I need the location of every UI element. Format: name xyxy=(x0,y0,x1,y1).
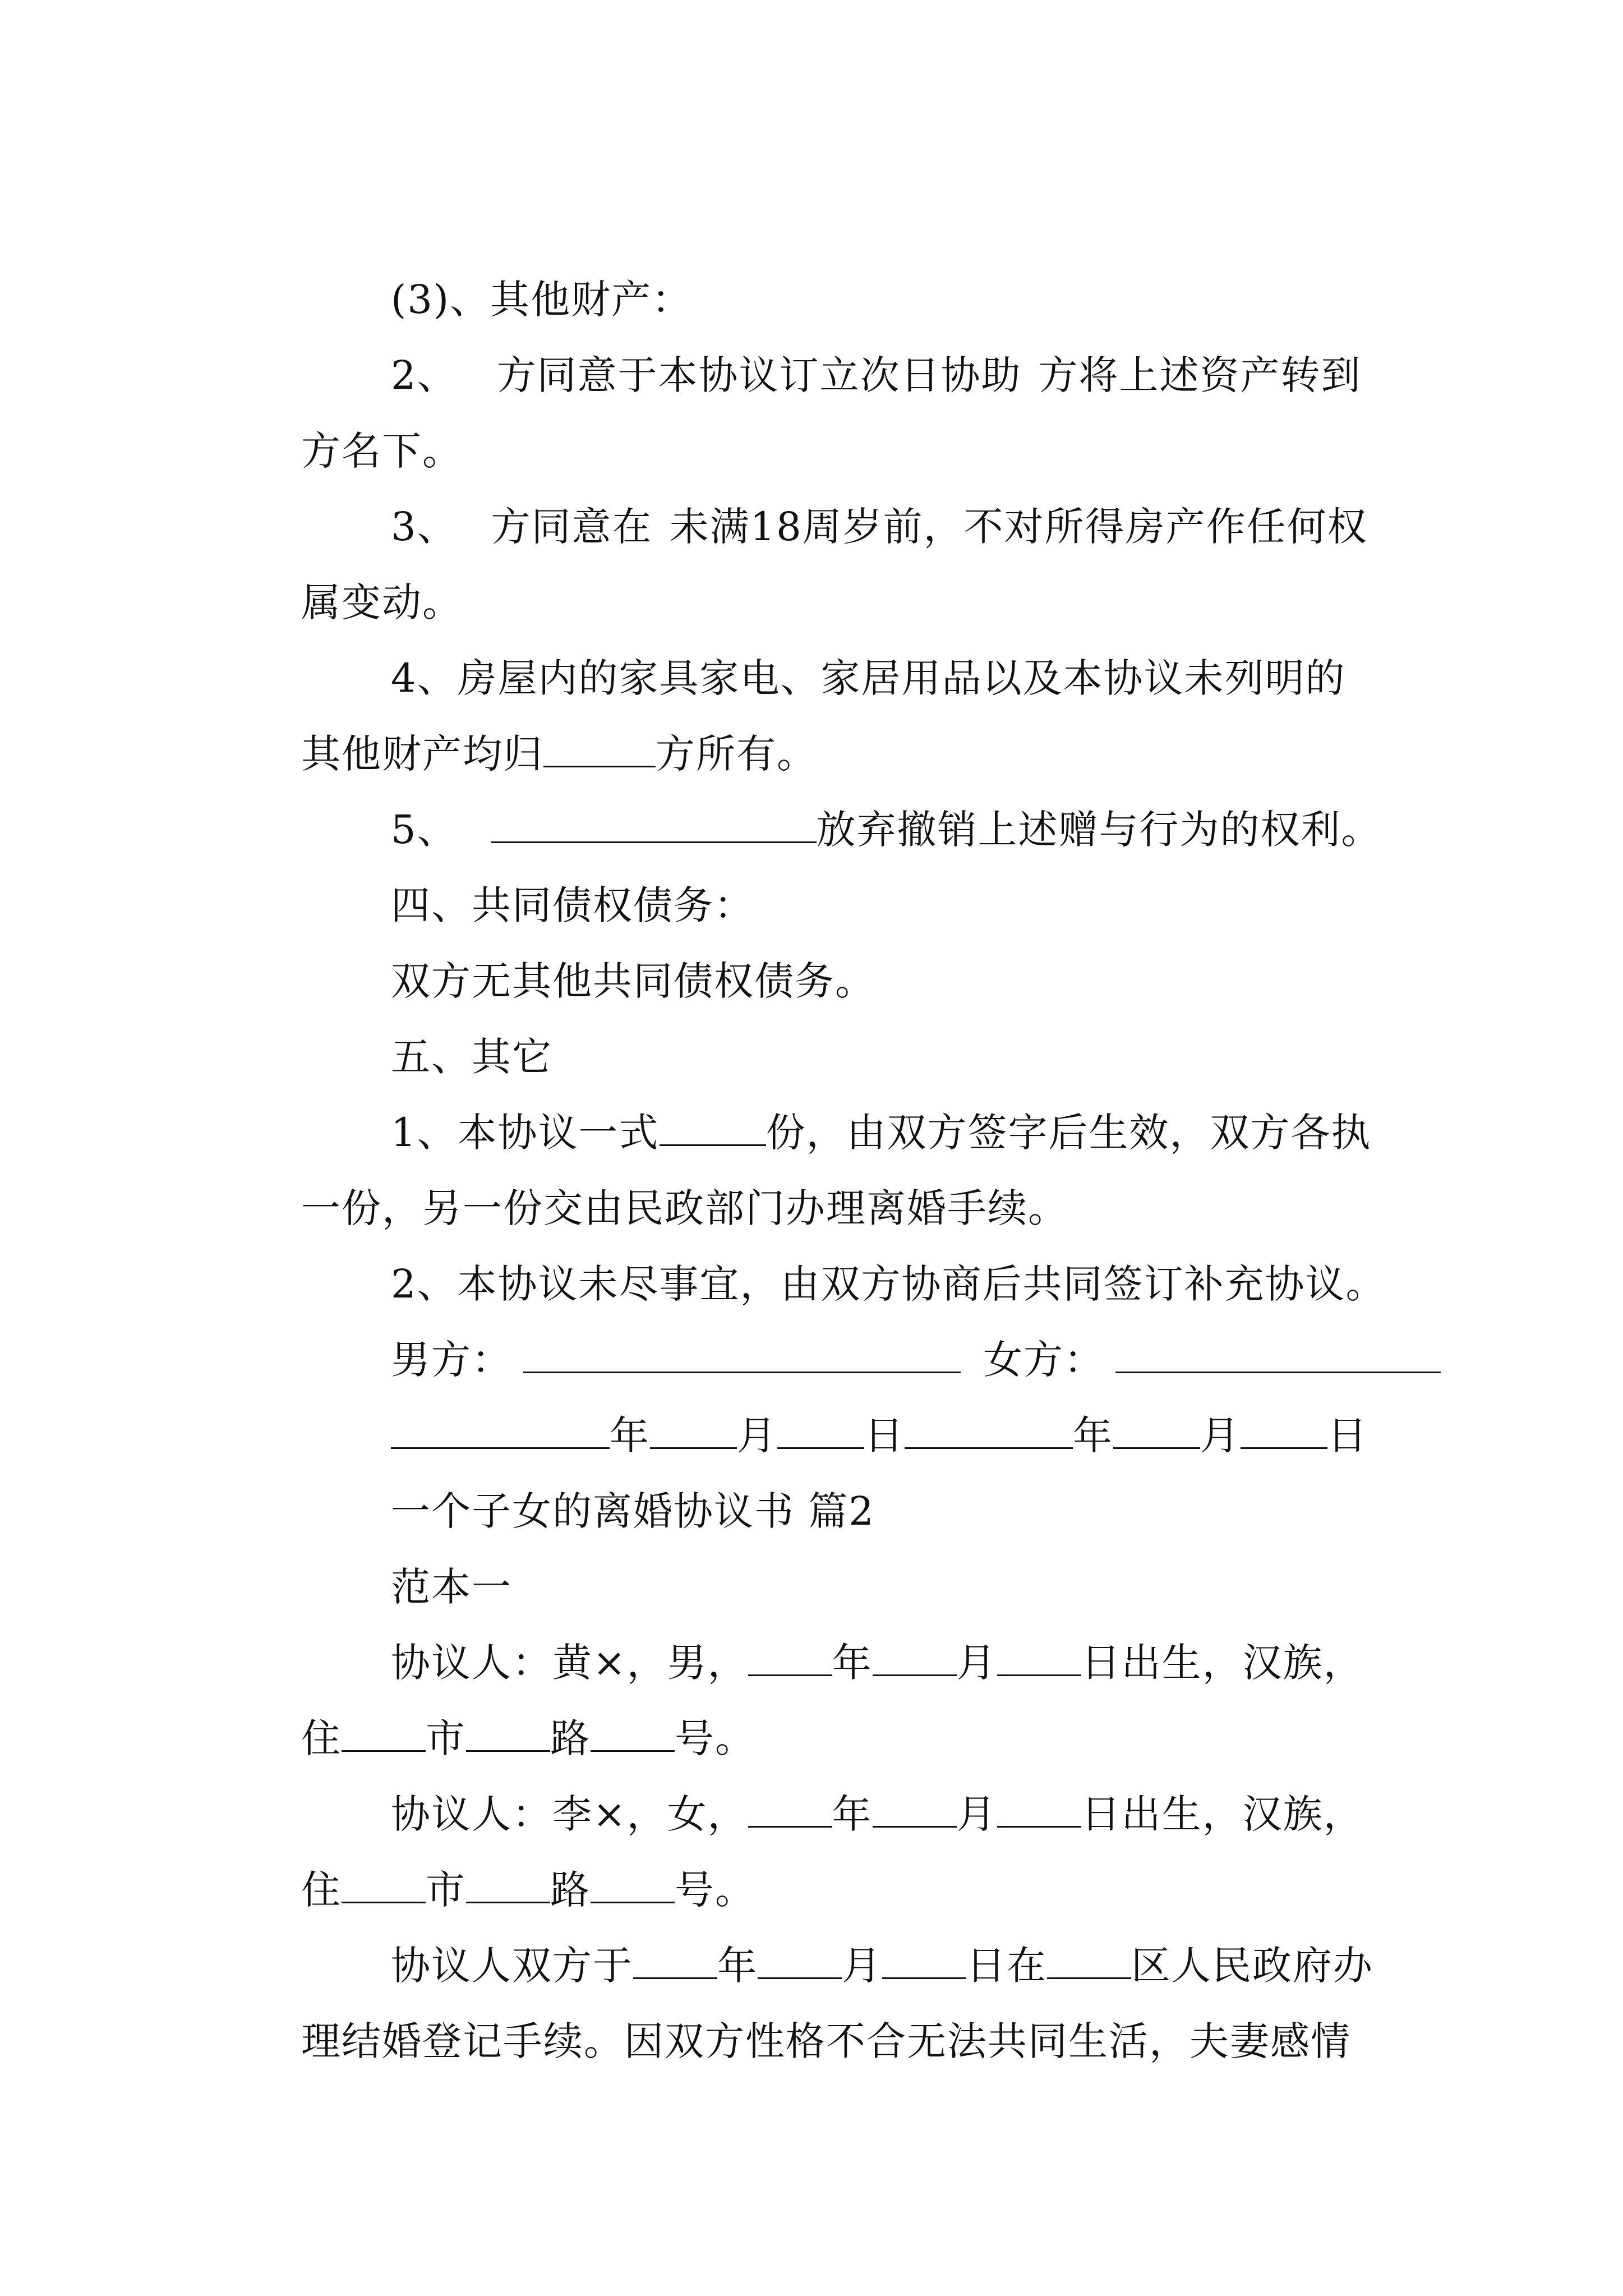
text-segment: 年 xyxy=(610,1412,651,1458)
signature-line xyxy=(336,1279,1441,1383)
text-line-other-2 xyxy=(336,1203,1386,1307)
text-segment: 月 xyxy=(842,1943,883,1989)
text-segment: 2、本协议未尽事宜，由双方协商后共同签订补充协议。 xyxy=(391,1261,1386,1307)
text-segment: 月 xyxy=(737,1412,778,1458)
text-segment: 四、共同债权债务： xyxy=(391,882,755,928)
text-segment: 日出生，汉族， xyxy=(1081,1640,1364,1686)
text-line-clause-4 xyxy=(336,597,1346,701)
text-segment: 属变动。 xyxy=(301,579,463,625)
text-segment: 协议人双方于 xyxy=(391,1943,634,1989)
text-segment: 月 xyxy=(956,1791,997,1837)
text-segment: 市 xyxy=(426,1715,467,1761)
text-line-no-debts xyxy=(336,900,876,1004)
party-1-line xyxy=(336,1582,1364,1686)
text-line-clause-2 xyxy=(336,295,1362,398)
text-segment: 一份，另一份交由民政部门办理离婚手续。 xyxy=(301,1185,1069,1231)
party-2-address xyxy=(247,1809,756,1913)
fill-in-blank[interactable] xyxy=(748,1791,832,1828)
fill-in-blank[interactable] xyxy=(873,1640,957,1676)
fill-in-blank[interactable] xyxy=(748,1640,832,1676)
text-line-other-1 xyxy=(336,1052,1372,1156)
text-line-clause-5 xyxy=(336,749,1382,853)
template-label xyxy=(336,1506,513,1610)
text-segment: 5、 xyxy=(391,807,458,853)
text-line-clause-3-cont xyxy=(247,522,463,625)
text-segment: 协议人：李×，女， xyxy=(391,1791,748,1837)
text-line-clause-4-cont xyxy=(247,673,818,777)
text-segment: 日出生，汉族， xyxy=(1081,1791,1364,1837)
text-segment: 年 xyxy=(832,1640,873,1686)
text-segment: 号。 xyxy=(675,1715,756,1761)
party-2-line xyxy=(336,1733,1364,1837)
text-segment: 日在 xyxy=(966,1943,1048,1989)
date-line xyxy=(336,1355,1368,1458)
female-party-label: 女方： xyxy=(983,1337,1105,1383)
fill-in-blank[interactable] xyxy=(997,1640,1081,1676)
text-line-clause-2-cont xyxy=(247,370,463,474)
section-heading-other xyxy=(336,976,553,1080)
text-segment: 份，由双方签字后生效，双方各执 xyxy=(766,1110,1372,1156)
text-segment: 范本一 xyxy=(391,1564,513,1610)
text-segment: 号。 xyxy=(675,1867,756,1913)
text-segment: 双方无其他共同债权债务。 xyxy=(391,958,876,1004)
text-segment: 住 xyxy=(301,1715,342,1761)
text-segment: 年 xyxy=(1073,1412,1114,1458)
text-segment: 月 xyxy=(956,1640,997,1686)
text-segment: 方所有。 xyxy=(656,731,818,777)
section-heading-debts xyxy=(336,825,755,928)
text-segment: 放弃撤销上述赠与行为的权利。 xyxy=(816,807,1382,853)
text-segment: 2、 xyxy=(391,352,458,398)
marriage-registration-line xyxy=(336,1885,1374,1989)
text-segment: 年 xyxy=(832,1791,873,1837)
text-segment: 方将上述资产转到 xyxy=(1038,352,1362,398)
text-segment: 年 xyxy=(717,1943,758,1989)
text-segment: 路 xyxy=(550,1867,591,1913)
text-segment: 日 xyxy=(1327,1412,1368,1458)
text-segment: 一个子女的离婚协议书 篇2 xyxy=(391,1488,875,1534)
text-segment: 1、本协议一式 xyxy=(391,1110,660,1156)
text-line-other-property xyxy=(336,219,693,323)
text-segment: 市 xyxy=(426,1867,467,1913)
text-segment: 3、 xyxy=(391,504,458,550)
text-segment: 4、房屋内的家具家电、家居用品以及本协议未列明的 xyxy=(391,655,1346,701)
text-segment: 方同意在 xyxy=(491,504,653,550)
text-segment: 协议人：黄×，男， xyxy=(391,1640,748,1686)
text-segment: (3)、其他财产： xyxy=(391,277,693,323)
male-party-label: 男方： xyxy=(391,1337,513,1383)
fill-in-blank[interactable] xyxy=(997,1791,1081,1828)
fill-in-blank[interactable] xyxy=(905,1412,1073,1449)
text-segment: 理结婚登记手续。因双方性格不合无法共同生活，夫妻感情 xyxy=(301,2018,1352,2064)
text-segment: 月 xyxy=(1200,1412,1241,1458)
text-segment: 五、其它 xyxy=(391,1034,553,1080)
fill-in-blank[interactable] xyxy=(1241,1412,1327,1449)
text-segment: 住 xyxy=(301,1867,342,1913)
text-line-other-1-cont xyxy=(247,1128,1069,1231)
text-segment: 路 xyxy=(550,1715,591,1761)
fill-in-blank[interactable] xyxy=(873,1791,957,1828)
text-line-clause-3 xyxy=(336,446,1368,550)
text-segment: 日 xyxy=(864,1412,905,1458)
document-heading xyxy=(336,1430,875,1534)
text-segment: 区人民政府办 xyxy=(1131,1943,1374,1989)
text-segment: 方同意于本协议订立次日协助 xyxy=(496,352,1022,398)
party-1-address xyxy=(247,1658,756,1761)
text-segment: 未满18周岁前，不对所得房产作任何权 xyxy=(669,504,1368,550)
text-segment: 其他财产均归 xyxy=(301,731,544,777)
fill-in-blank[interactable] xyxy=(1113,1412,1200,1449)
marriage-registration-cont xyxy=(247,1961,1352,2064)
text-segment: 方名下。 xyxy=(301,428,463,474)
